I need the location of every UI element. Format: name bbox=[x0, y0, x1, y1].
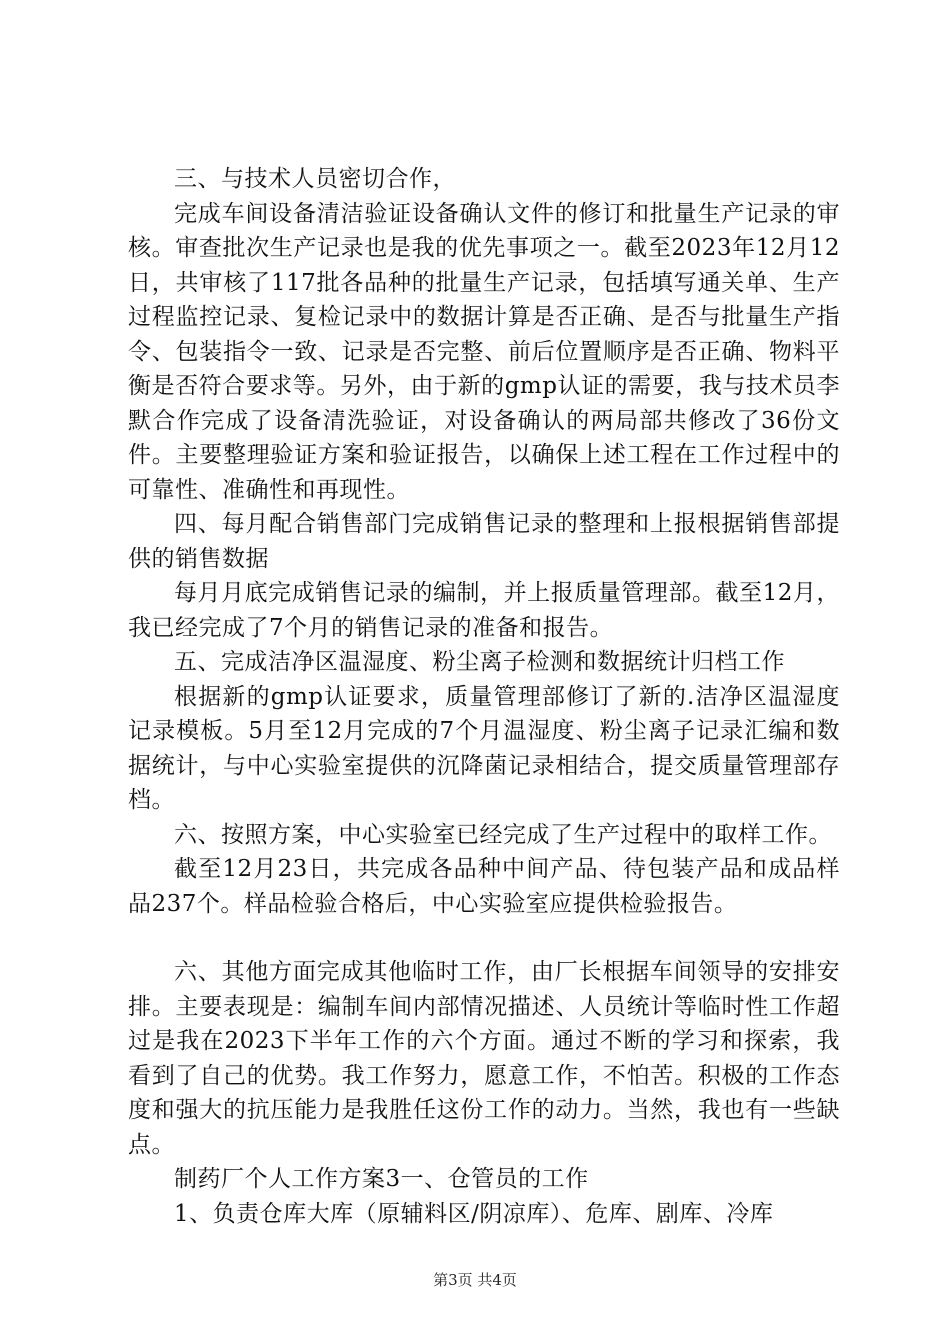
body-paragraph: 完成车间设备清洁验证设备确认文件的修订和批量生产记录的审核。审查批次生产记录也是我的优先事项之一。截至2023年12月12日，共审核了117批各品种的批量生产记录，包括填写通关单、生产过程监控记录、复检记录中的数据计算是否正确、是否与批量生产指令、包装指令一致、记录是否完整、前后位置顺序是否正确、物料平衡是否符合要求等。另外，由于新的gmp认证的需要，我与技术员李默合作完成了设备清洗验证，对设备确认的两局部共修改了36份文件。主要整理验证方案和验证报告，以确保上述工程在工作过程中的可靠性、准确性和再现性。 bbox=[128, 200, 840, 503]
document-body bbox=[128, 162, 840, 1231]
section-heading-4: 四、每月配合销售部门完成销售记录的整理和上报根据销售部提供的销售数据 bbox=[128, 511, 840, 572]
section-heading-3: 三、与技术人员密切合作， bbox=[174, 166, 456, 192]
body-paragraph: 根据新的gmp认证要求，质量管理部修订了新的.洁净区温湿度记录模板。5月至12月完成的7个月温湿度、粉尘离子记录汇编和数据统计，与中心实验室提供的沉降菌记录相结合，提交质量管理部存档。 bbox=[128, 683, 840, 813]
section-heading-plan: 制药厂个人工作方案3一、仓管员的工作 bbox=[174, 1166, 589, 1192]
page-footer: 第3页 共4页 bbox=[433, 1271, 517, 1289]
section-heading-6: 六、按照方案，中心实验室已经完成了生产过程中的取样工作。 bbox=[174, 821, 832, 848]
body-paragraph: 六、其他方面完成其他临时工作，由厂长根据车间领导的安排安排。主要表现是：编制车间内部情况描述、人员统计等临时性工作超过是我在2023下半年工作的六个方面。通过不断的学习和探索，我看到了自己的优势。我工作努力，愿意工作，不怕苦。积极的工作态度和强大的抗压能力是我胜任这份工作的动力。当然，我也有一些缺点。 bbox=[128, 959, 840, 1158]
body-paragraph: 1、负责仓库大库（原辅料区/阴凉库）、危库、剧库、冷库 bbox=[174, 1200, 774, 1227]
body-paragraph: 每月月底完成销售记录的编制，并上报质量管理部。截至12月，我已经完成了7个月的销售记录的准备和报告。 bbox=[128, 580, 840, 641]
body-paragraph: 截至12月23日，共完成各品种中间产品、待包装产品和成品样品237个。样品检验合格后，中心实验室应提供检验报告。 bbox=[128, 856, 840, 917]
paragraph-gap bbox=[128, 921, 840, 955]
section-heading-5: 五、完成洁净区温湿度、粉尘离子检测和数据统计归档工作 bbox=[174, 649, 785, 675]
